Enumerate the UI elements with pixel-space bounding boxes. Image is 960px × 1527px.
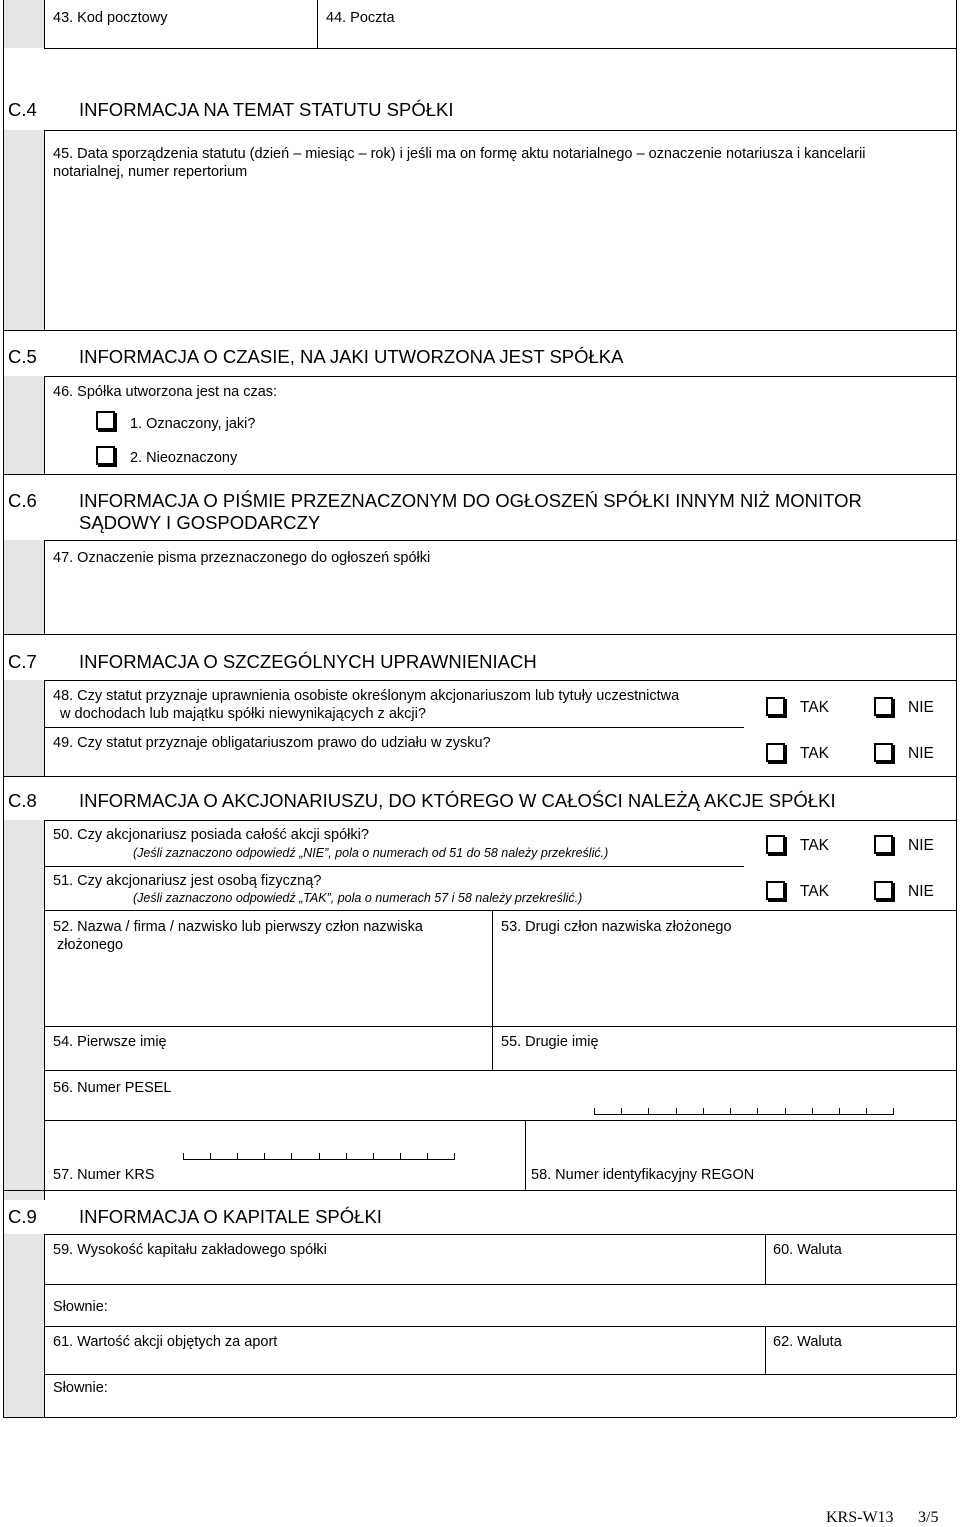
checkbox-50-tak[interactable] <box>766 835 785 854</box>
field-48-label: 48. Czy statut przyznaje uprawnienia osobiste określonym akcjonariuszom lub tytuły uczestnictwa <box>53 688 680 704</box>
field-55-label: 55. Drugie imię <box>501 1034 599 1050</box>
left-margin-shade <box>4 820 44 1200</box>
outer-border-bottom <box>3 1417 956 1418</box>
row-divider <box>44 866 744 867</box>
left-margin-shade <box>4 376 44 474</box>
krs-tick <box>319 1153 320 1159</box>
pesel-tick <box>812 1108 813 1114</box>
section-c8-number: C.8 <box>8 790 37 811</box>
krs-tick <box>346 1153 347 1159</box>
section-c5-title: INFORMACJA O CZASIE, NA JAKI UTWORZONA JEST SPÓŁKA <box>79 346 624 367</box>
field-45-label-cont: notarialnej, numer repertorium <box>53 164 248 180</box>
field-44-label: 44. Poczta <box>326 10 395 26</box>
field-56-label: 56. Numer PESEL <box>53 1080 172 1096</box>
field-60-label: 60. Waluta <box>773 1242 842 1258</box>
pesel-tick <box>594 1108 595 1114</box>
field-53-input[interactable] <box>494 940 954 1024</box>
krs-tick <box>237 1153 238 1159</box>
row-divider <box>44 376 956 377</box>
option-46-oznaczony: 1. Oznaczony, jaki? <box>130 416 256 432</box>
left-margin-shade <box>4 0 44 48</box>
field-49-label: 49. Czy statut przyznaje obligatariuszom prawo do udziału w zysku? <box>53 735 491 751</box>
row-divider <box>44 1284 956 1285</box>
field-52-input[interactable] <box>46 958 490 1024</box>
cell-divider <box>44 130 45 330</box>
field-43-label: 43. Kod pocztowy <box>53 10 168 26</box>
row-divider <box>44 680 956 681</box>
field-61-words-input[interactable] <box>120 1378 954 1414</box>
field-59-words-input[interactable] <box>120 1290 954 1324</box>
krs-tick <box>183 1153 184 1159</box>
row-divider <box>44 130 956 131</box>
field-55-input[interactable] <box>494 1052 954 1068</box>
pesel-tick <box>703 1108 704 1114</box>
field-52-label-cont: złożonego <box>57 937 124 953</box>
pesel-tick <box>839 1108 840 1114</box>
form-code: KRS-W13 <box>826 1509 894 1526</box>
section-c4-title: INFORMACJA NA TEMAT STATUTU SPÓŁKI <box>79 99 454 120</box>
pesel-tick <box>621 1108 622 1114</box>
field-48-label-cont: w dochodach lub majątku spółki niewynikających z akcji? <box>60 706 426 722</box>
section-c6-title-cont: SĄDOWY I GOSPODARCZY <box>79 512 321 533</box>
field-47-input[interactable] <box>46 570 954 632</box>
checkbox-48-tak[interactable] <box>766 697 785 716</box>
cell-divider <box>44 820 45 1200</box>
row-divider <box>44 1374 956 1375</box>
option-48-nie: NIE <box>908 699 934 716</box>
field-58-label: 58. Numer identyfikacyjny REGON <box>531 1167 755 1183</box>
field-62-input[interactable] <box>767 1352 954 1372</box>
field-47-label: 47. Oznaczenie pisma przeznaczonego do ogłoszeń spółki <box>53 550 431 566</box>
option-46-nieoznaczony: 2. Nieoznaczony <box>130 450 238 466</box>
field-57-label: 57. Numer KRS <box>53 1167 155 1183</box>
outer-border-right <box>956 0 957 1417</box>
field-60-input[interactable] <box>767 1261 954 1283</box>
krs-digit-boxes[interactable] <box>183 1149 455 1161</box>
row-divider <box>44 820 956 821</box>
row-divider <box>3 330 956 331</box>
krs-tick <box>400 1153 401 1159</box>
checkbox-49-nie[interactable] <box>874 743 893 762</box>
section-c8-title: INFORMACJA O AKCJONARIUSZU, DO KTÓREGO W CAŁOŚCI NALEŻĄ AKCJE SPÓŁKI <box>79 790 836 811</box>
cell-divider <box>44 0 45 48</box>
field-54-label: 54. Pierwsze imię <box>53 1034 167 1050</box>
field-59-label: 59. Wysokość kapitału zakładowego spółki <box>53 1242 327 1258</box>
pesel-tick <box>893 1108 894 1114</box>
option-51-tak: TAK <box>800 883 829 900</box>
checkbox-49-tak[interactable] <box>766 743 785 762</box>
field-54-input[interactable] <box>46 1052 490 1068</box>
row-divider <box>44 910 956 911</box>
section-c6-title: INFORMACJA O PIŚMIE PRZEZNACZONYM DO OGŁOSZEŃ SPÓŁKI INNYM NIŻ MONITOR <box>79 490 862 511</box>
row-divider <box>44 540 956 541</box>
field-50-label: 50. Czy akcjonariusz posiada całość akcji spółki? <box>53 827 369 843</box>
pesel-tick <box>866 1108 867 1114</box>
field-50-note: (Jeśli zaznaczono odpowiedź „NIE”, pola o numerach od 51 do 58 należy przekreślić.) <box>133 846 609 860</box>
left-margin-shade <box>4 680 44 776</box>
option-50-tak: TAK <box>800 837 829 854</box>
krs-tick <box>454 1153 455 1159</box>
section-c4-number: C.4 <box>8 99 37 120</box>
checkbox-48-nie[interactable] <box>874 697 893 716</box>
cell-divider <box>765 1326 766 1374</box>
section-c7-title: INFORMACJA O SZCZEGÓLNYCH UPRAWNIENIACH <box>79 651 537 672</box>
page-number: 3/5 <box>918 1509 939 1526</box>
row-divider <box>3 474 956 475</box>
row-divider <box>44 1234 956 1235</box>
cell-divider <box>44 680 45 776</box>
field-62-label: 62. Waluta <box>773 1334 842 1350</box>
field-46-label: 46. Spółka utworzona jest na czas: <box>53 384 278 400</box>
row-divider <box>3 634 956 635</box>
field-59-words-label: Słownie: <box>53 1299 108 1315</box>
row-divider <box>44 1326 956 1327</box>
cell-divider <box>765 1234 766 1284</box>
field-45-label: 45. Data sporządzenia statutu (dzień – miesiąc – rok) i jeśli ma on formę aktu notarialnego – oznaczenie notariusza i kancelarii <box>53 146 866 162</box>
krs-tick <box>264 1153 265 1159</box>
row-divider <box>44 727 744 728</box>
cell-divider <box>492 910 493 1026</box>
pesel-tick <box>730 1108 731 1114</box>
section-c7-number: C.7 <box>8 651 37 672</box>
left-margin-shade <box>4 130 44 330</box>
krs-tick <box>291 1153 292 1159</box>
row-divider <box>44 48 956 49</box>
pesel-tick <box>785 1108 786 1114</box>
field-51-label: 51. Czy akcjonariusz jest osobą fizyczną? <box>53 873 322 889</box>
cell-divider <box>317 0 318 48</box>
section-c9-title: INFORMACJA O KAPITALE SPÓŁKI <box>79 1206 382 1227</box>
field-43-input[interactable] <box>46 28 314 46</box>
section-c5-number: C.5 <box>8 346 37 367</box>
section-c9-number: C.9 <box>8 1206 37 1227</box>
left-margin-shade <box>4 540 44 634</box>
row-divider <box>44 1026 956 1027</box>
left-margin-shade <box>4 1234 44 1417</box>
krs-tick <box>210 1153 211 1159</box>
pesel-tick <box>648 1108 649 1114</box>
pesel-digit-boxes[interactable] <box>594 1104 894 1116</box>
field-61-words-label: Słownie: <box>53 1380 108 1396</box>
cell-divider <box>44 540 45 634</box>
checkbox-51-nie[interactable] <box>874 881 893 900</box>
pesel-baseline <box>594 1114 894 1115</box>
field-61-label: 61. Wartość akcji objętych za aport <box>53 1334 278 1350</box>
option-48-tak: TAK <box>800 699 829 716</box>
cell-divider <box>492 1026 493 1070</box>
option-49-nie: NIE <box>908 745 934 762</box>
checkbox-51-tak[interactable] <box>766 881 785 900</box>
row-divider <box>44 1120 956 1121</box>
field-52-label: 52. Nazwa / firma / nazwisko lub pierwszy człon nazwiska <box>53 919 423 935</box>
field-59-input[interactable] <box>46 1261 762 1283</box>
checkbox-50-nie[interactable] <box>874 835 893 854</box>
row-divider <box>3 1190 956 1191</box>
cell-divider <box>44 376 45 474</box>
option-50-nie: NIE <box>908 837 934 854</box>
field-44-input[interactable] <box>319 28 953 46</box>
row-divider <box>3 776 956 777</box>
field-53-label: 53. Drugi człon nazwiska złożonego <box>501 919 732 935</box>
option-49-tak: TAK <box>800 745 829 762</box>
checkbox-46-nieoznaczony[interactable] <box>96 446 115 465</box>
option-51-nie: NIE <box>908 883 934 900</box>
field-51-note: (Jeśli zaznaczono odpowiedź „TAK”, pola o numerach 57 i 58 należy przekreślić.) <box>133 891 583 905</box>
krs-tick <box>427 1153 428 1159</box>
section-c6-number: C.6 <box>8 490 37 511</box>
pesel-tick <box>757 1108 758 1114</box>
checkbox-46-oznaczony[interactable] <box>96 411 115 430</box>
field-61-input[interactable] <box>46 1352 762 1372</box>
krs-tick <box>373 1153 374 1159</box>
krs-baseline <box>183 1159 455 1160</box>
row-divider <box>44 1070 956 1071</box>
field-45-input[interactable] <box>46 184 954 328</box>
cell-divider <box>525 1120 526 1190</box>
pesel-tick <box>676 1108 677 1114</box>
field-58-input[interactable] <box>527 1122 954 1162</box>
